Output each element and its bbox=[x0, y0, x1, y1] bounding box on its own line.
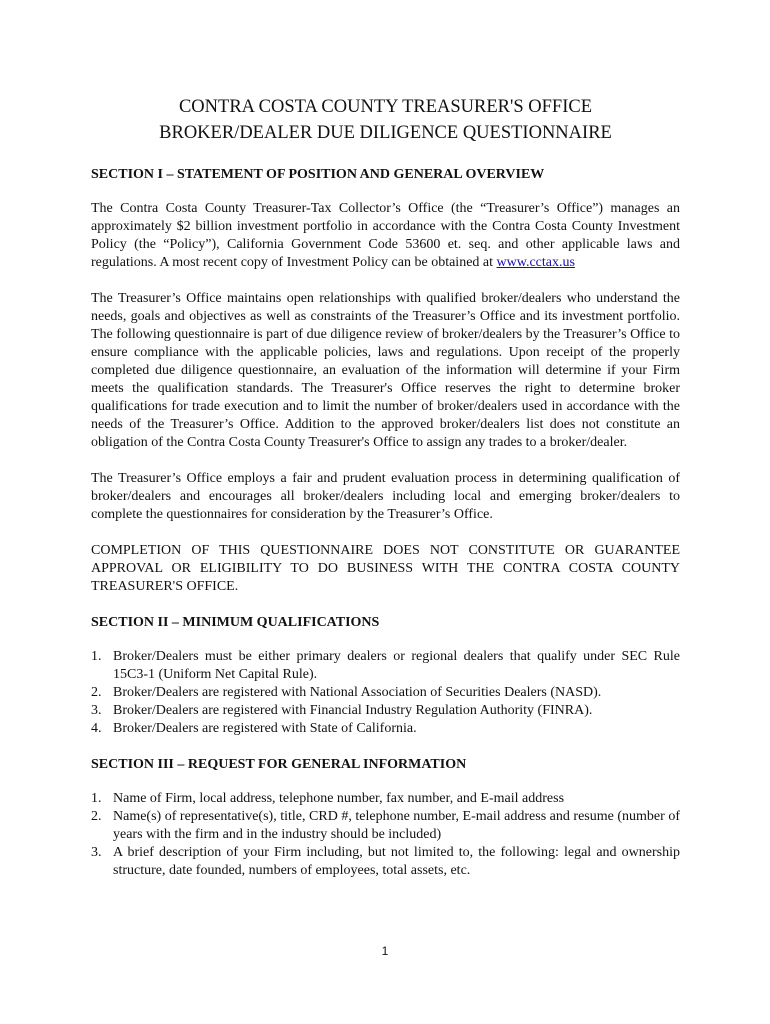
page-number: 1 bbox=[381, 944, 389, 958]
document-title bbox=[91, 94, 680, 146]
section-1-paragraph-2: The Treasurer’s Office maintains open relationships with qualified broker/dealers who understand the needs, goals and objectives as well as constraints of the Treasurer’s Office and its investment portfolio. The following questionnaire is part of due diligence review of broker/dealers by the Treasurer’s Office to ensure compliance with the applicable policies, laws and regulations. Upon receipt of the properly completed due diligence questionnaire, an evaluation of the information will determine if your Firm meets the qualification standards. The Treasurer's Office reserves the right to determine broker qualifications for trade execution and to limit the number of broker/dealers used in accordance with the needs of the Treasurer’s Office. Addition to the approved broker/dealers list does not constitute an obligation of the Contra Costa County Treasurer's Office to assign any trades to a broker/dealer. bbox=[91, 291, 680, 450]
section-1-heading: SECTION I – STATEMENT OF POSITION AND GENERAL OVERVIEW bbox=[91, 167, 545, 182]
list-item: 2. Name(s) of representative(s), title, CRD #, telephone number, E-mail address and resume (number of years with the firm and in the industry should be included) bbox=[91, 809, 680, 842]
section-1-paragraph-3: The Treasurer’s Office employs a fair and prudent evaluation process in determining qualification of broker/dealers and encourages all broker/dealers including local and emerging broker/dealers to complete the questionnaires for consideration by the Treasurer’s Office. bbox=[91, 471, 680, 522]
list-item: 3. Broker/Dealers are registered with Financial Industry Regulation Authority (FINRA). bbox=[91, 703, 593, 718]
list-item: 1. Broker/Dealers must be either primary dealers or regional dealers that qualify under SEC Rule 15C3-1 (Uniform Net Capital Rule). bbox=[91, 649, 680, 682]
list-item: 2. Broker/Dealers are registered with National Association of Securities Dealers (NASD). bbox=[91, 685, 602, 700]
title-line-2: BROKER/DEALER DUE DILIGENCE QUESTIONNAIRE bbox=[159, 123, 612, 143]
document-page bbox=[91, 0, 680, 880]
section-1-paragraph-1 bbox=[91, 200, 680, 272]
title-line-1: CONTRA COSTA COUNTY TREASURER'S OFFICE bbox=[178, 97, 593, 117]
list-item: 4. Broker/Dealers are registered with State of California. bbox=[91, 721, 417, 736]
list-item: 1. Name of Firm, local address, telephone number, fax number, and E-mail address bbox=[91, 791, 565, 806]
section-1-paragraph-4: COMPLETION OF THIS QUESTIONNAIRE DOES NOT CONSTITUTE OR GUARANTEE APPROVAL OR ELIGIBILITY TO DO BUSINESS WITH THE CONTRA COSTA COUNTY TREASURER'S OFFICE. bbox=[91, 543, 680, 594]
section-3-heading: SECTION III – REQUEST FOR GENERAL INFORMATION bbox=[91, 757, 467, 772]
list-item: 3. A brief description of your Firm including, but not limited to, the following: legal and ownership structure, date founded, numbers of employees, total assets, etc. bbox=[91, 845, 680, 878]
general-information-list bbox=[91, 790, 680, 880]
cctax-link[interactable]: www.cctax.us bbox=[496, 255, 575, 270]
section-2-heading: SECTION II – MINIMUM QUALIFICATIONS bbox=[91, 615, 380, 630]
section-1-paragraph-1-text: The Contra Costa County Treasurer-Tax Collector’s Office (the “Treasurer’s Office”) manages an approximately $2 billion investment portfolio in accordance with the Contra Costa County Investment Policy (the “Policy”), California Government Code 53600 et. seq. and other applicable laws and regulations. A most recent copy of Investment Policy can be obtained at bbox=[91, 201, 680, 270]
minimum-qualifications-list bbox=[91, 648, 680, 738]
